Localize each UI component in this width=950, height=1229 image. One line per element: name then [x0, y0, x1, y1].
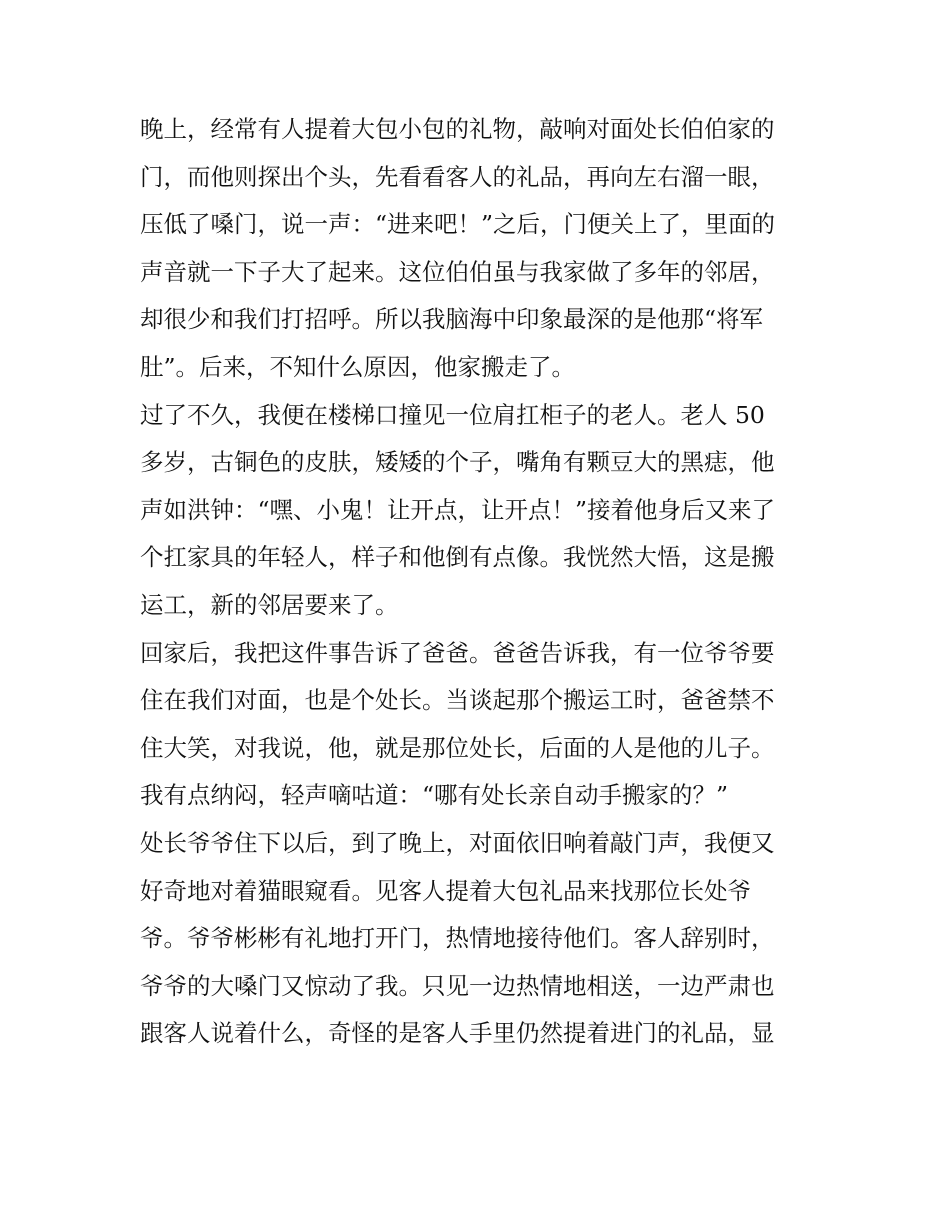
text-line: 住大笑，对我说，他，就是那位处长，后面的人是他的儿子。	[140, 733, 775, 762]
text-line: 肚”。后来，不知什么原因，他家搬走了。	[140, 352, 576, 381]
text-line: 压低了嗓门，说一声：“进来吧！”之后，门便关上了，里面的	[140, 210, 776, 239]
text-line: 个扛家具的年轻人，样子和他倒有点像。我恍然大悟，这是搬	[140, 543, 775, 572]
text-line: 声如洪钟：“嘿、小鬼！让开点，让开点！”接着他身后又来了	[140, 495, 776, 524]
text-line: 运工，新的邻居要来了。	[140, 590, 399, 619]
text-line: 多岁，古铜色的皮肤，矮矮的个子，嘴角有颗豆大的黑痣，他	[140, 448, 775, 477]
text-line: 却很少和我们打招呼。所以我脑海中印象最深的是他那“将军	[140, 305, 764, 334]
article-body	[140, 106, 820, 1058]
text-line: 爷。爷爷彬彬有礼地打开门，热情地接待他们。客人辞别时，	[140, 924, 775, 953]
text-line: 处长爷爷住下以后，到了晚上，对面依旧响着敲门声，我便又	[140, 828, 775, 857]
text-line: 声音就一下子大了起来。这位伯伯虽与我家做了多年的邻居，	[140, 257, 775, 286]
text-line: 晚上，经常有人提着大包小包的礼物，敲响对面处长伯伯家的	[140, 115, 775, 143]
text-line: 好奇地对着猫眼窥看。见客人提着大包礼品来找那位长处爷	[140, 876, 751, 905]
text-line: 住在我们对面，也是个处长。当谈起那个搬运工时，爸爸禁不	[140, 686, 775, 715]
text-line: 跟客人说着什么，奇怪的是客人手里仍然提着进门的礼品，显	[140, 1019, 775, 1048]
text-line: 爷爷的大嗓门又惊动了我。只见一边热情地相送，一边严肃也	[140, 971, 775, 1000]
text-line: 我有点纳闷，轻声嘀咕道：“哪有处长亲自动手搬家的？”	[140, 781, 729, 810]
text-line: 门，而他则探出个头，先看看客人的礼品，再向左右溜一眼，	[140, 162, 775, 191]
text-line: 过了不久，我便在楼梯口撞见一位肩扛柜子的老人。老人 50	[140, 400, 765, 429]
text-line: 回家后，我把这件事告诉了爸爸。爸爸告诉我，有一位爷爷要	[140, 638, 775, 667]
